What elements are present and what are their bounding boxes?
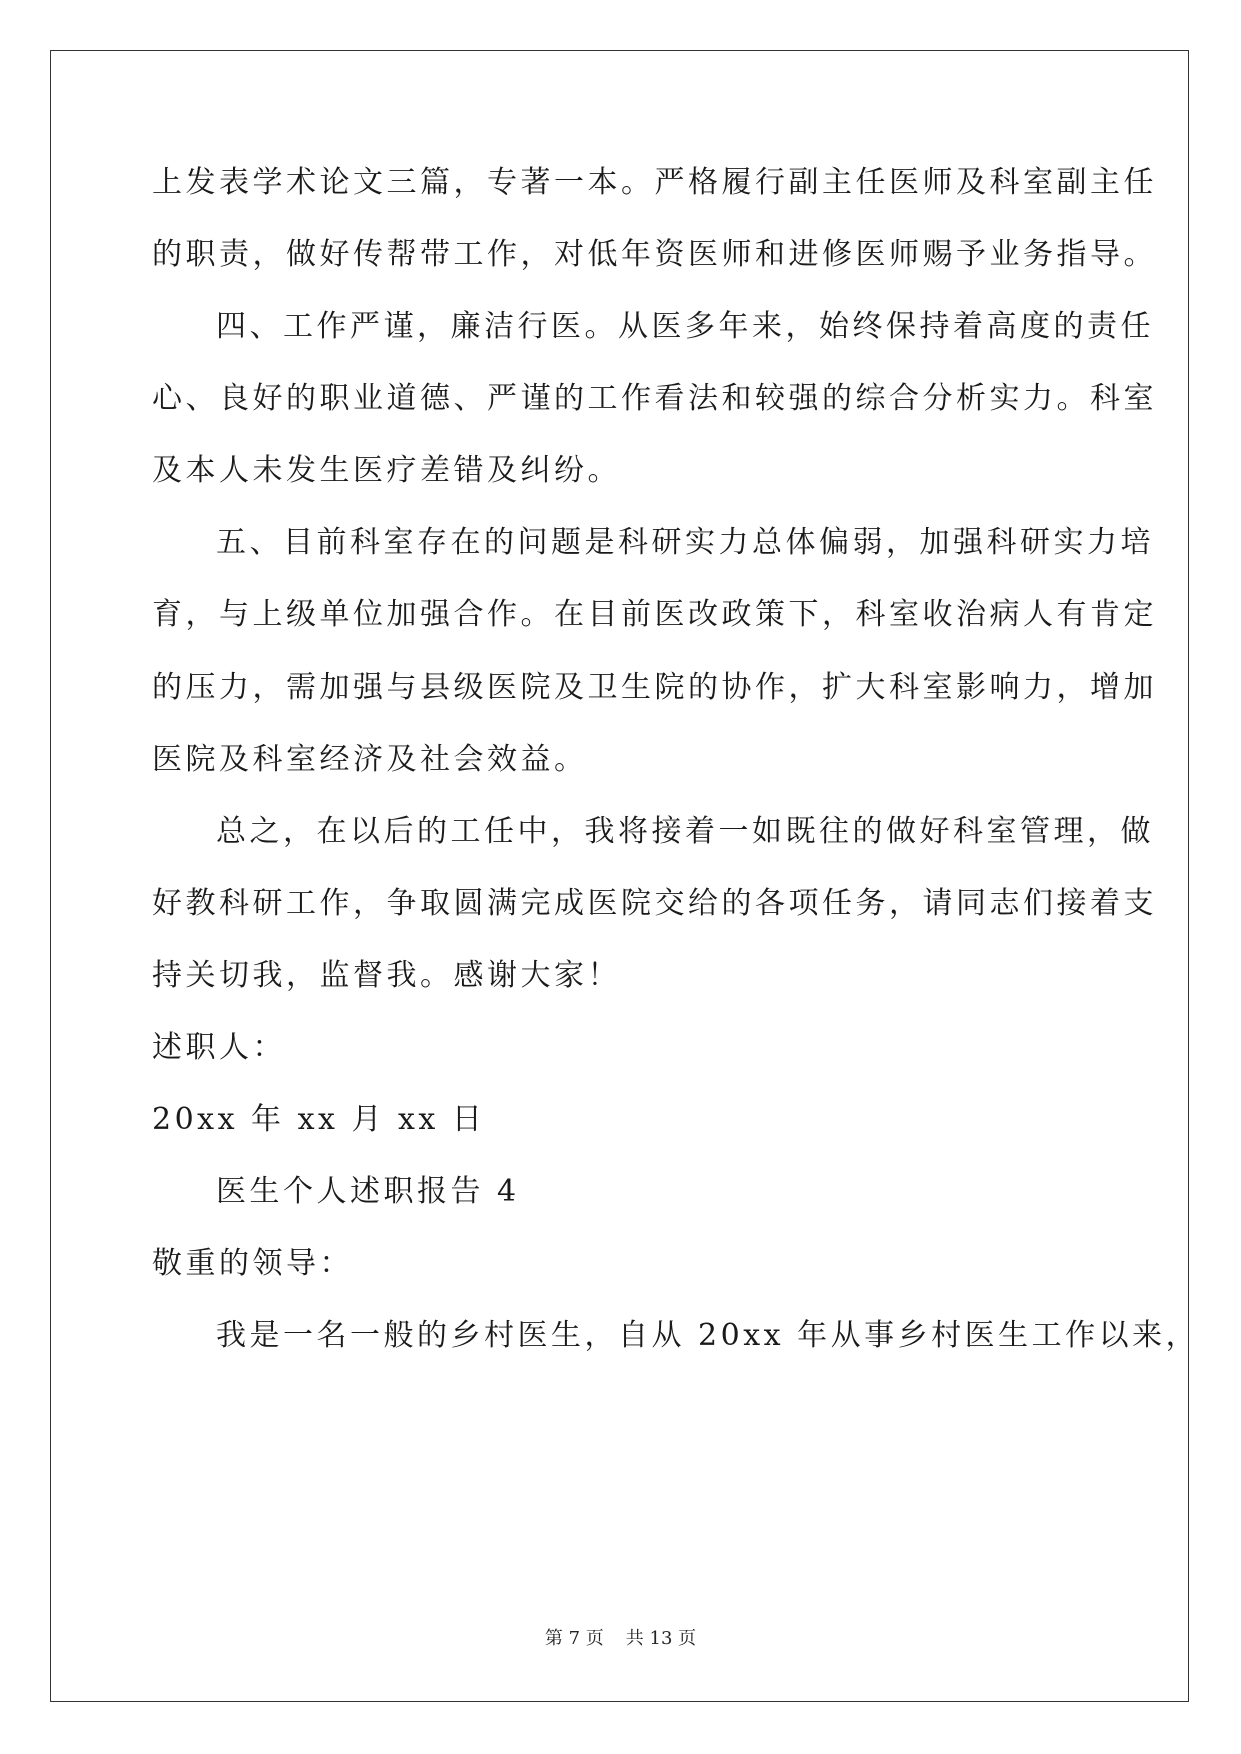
paragraph-start: 四、工作严谨，廉洁行医。从医多年来，始终保持着高度的责任 [216,309,1154,344]
text-line: 的压力，需加强与县级医院及卫生院的协作，扩大科室影响力，增加 [152,670,1157,705]
signatory-label: 述职人： [152,1030,286,1065]
text-line: 好教科研工作，争取圆满完成医院交给的各项任务，请同志们接着支 [152,886,1157,921]
text-line: 及本人未发生医疗差错及纠纷。 [152,453,621,488]
paragraph-start: 我是一名一般的乡村医生，自从 20xx 年从事乡村医生工作以来， [216,1318,1200,1353]
salutation: 敬重的领导： [152,1246,353,1281]
text-line: 的职责，做好传帮带工作，对低年资医师和进修医师赐予业务指导。 [152,237,1157,272]
text-line: 育，与上级单位加强合作。在目前医改政策下，科室收治病人有肯定 [152,597,1157,632]
text-line: 持关切我，监督我。感谢大家！ [152,958,621,993]
page-border [50,50,1189,1702]
paragraph-start: 总之，在以后的工任中，我将接着一如既往的做好科室管理，做 [216,814,1154,849]
date-line: 20xx 年 xx 月 xx 日 [152,1102,486,1137]
text-line: 上发表学术论文三篇，专著一本。严格履行副主任医师及科室副主任 [152,165,1157,200]
text-line: 心、良好的职业道德、严谨的工作看法和较强的综合分析实力。科室 [152,381,1157,416]
paragraph-start: 五、目前科室存在的问题是科研实力总体偏弱，加强科研实力培 [216,525,1154,560]
page-total: 共 13 页 [625,1628,697,1649]
section-title: 医生个人述职报告 4 [216,1174,520,1209]
page-number: 第 7 页 [544,1628,604,1649]
text-line: 医院及科室经济及社会效益。 [152,742,588,777]
page-footer [0,1628,1241,1650]
